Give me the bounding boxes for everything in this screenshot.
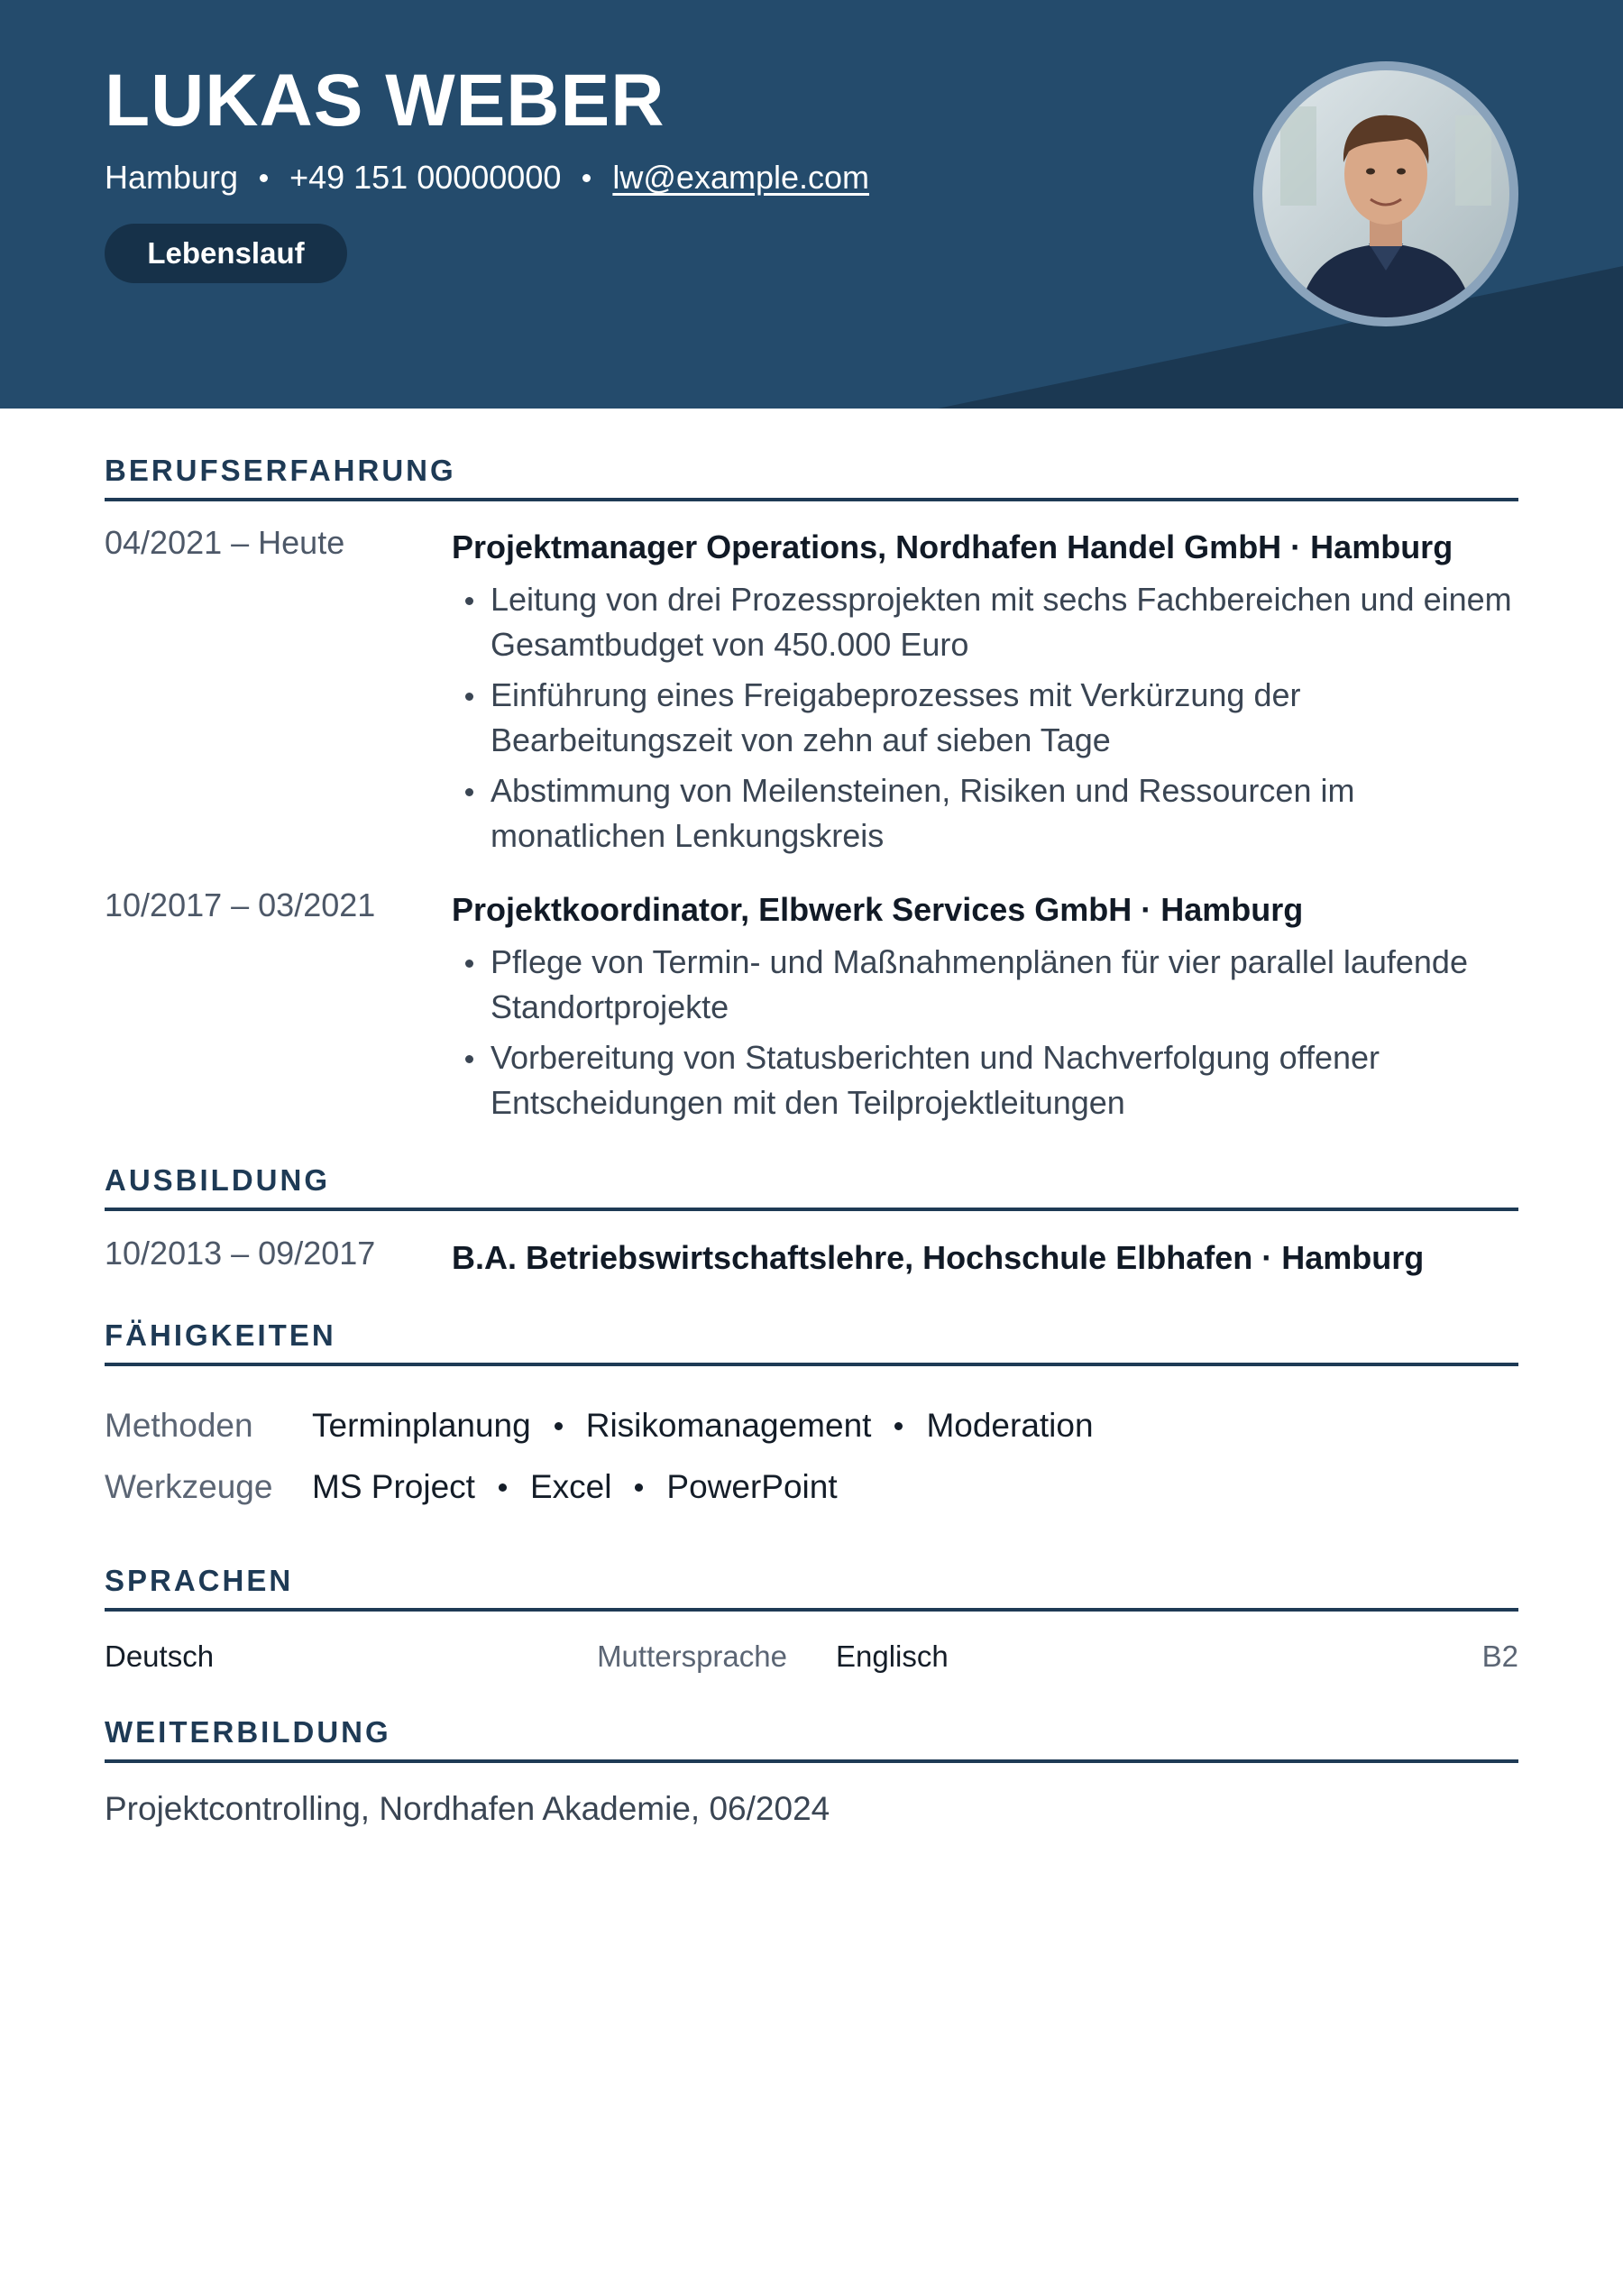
section-divider	[105, 1363, 1518, 1366]
section-divider	[105, 1608, 1518, 1612]
language-level: B2	[1481, 1639, 1518, 1673]
job-date: 10/2017 – 03/2021	[105, 886, 376, 923]
education-degree: B.A. Betriebswirtschaftslehre, Hochschule Elbhafen · Hamburg	[452, 1239, 1425, 1276]
job-title: Projektkoordinator, Elbwerk Services GmbH · Hamburg	[452, 891, 1304, 928]
document-type-badge: Lebenslauf	[105, 224, 347, 283]
skill-item: Risikomanagement	[585, 1407, 872, 1444]
job-bullet: Pflege von Termin- und Maßnahmenplänen für vier parallel laufende Standortprojekte	[465, 940, 1525, 1030]
skill-item: Moderation	[926, 1407, 1094, 1444]
contact-email-link[interactable]: lw@example.com	[612, 159, 869, 196]
profile-photo	[1253, 61, 1518, 326]
language-name: Deutsch	[105, 1639, 215, 1673]
job-bullet-list	[465, 577, 1525, 864]
candidate-name: LUKAS WEBER	[105, 60, 665, 142]
section-title-training: WEITERBILDUNG	[105, 1715, 391, 1749]
skill-item: PowerPoint	[666, 1468, 838, 1505]
language-name: Englisch	[836, 1639, 949, 1673]
skill-item: Terminplanung	[312, 1407, 531, 1444]
bullet-separator-icon	[499, 1483, 507, 1492]
section-title-education: AUSBILDUNG	[105, 1163, 330, 1197]
section-title-languages: SPRACHEN	[105, 1564, 294, 1597]
bullet-separator-icon	[894, 1422, 903, 1430]
skills-tools-label: Werkzeuge	[105, 1468, 273, 1505]
skill-item: Excel	[529, 1468, 612, 1505]
bullet-separator-icon	[582, 174, 591, 182]
education-date: 10/2013 – 09/2017	[105, 1235, 376, 1272]
job-bullet-list	[465, 940, 1525, 1131]
section-divider	[105, 1208, 1518, 1211]
job-bullet: Abstimmung von Meilensteinen, Risiken und Ressourcen im monatlichen Lenkungskreis	[465, 768, 1525, 859]
skills-methods-label: Methoden	[105, 1407, 253, 1444]
contact-line	[105, 155, 869, 200]
job-title: Projektmanager Operations, Nordhafen Handel GmbH · Hamburg	[452, 528, 1453, 565]
bullet-separator-icon	[555, 1422, 563, 1430]
bullet-separator-icon	[635, 1483, 643, 1492]
training-item: Projektcontrolling, Nordhafen Akademie, 06/2024	[105, 1790, 830, 1827]
section-title-skills: FÄHIGKEITEN	[105, 1318, 336, 1352]
contact-phone[interactable]: +49 151 00000000	[289, 159, 562, 196]
job-date: 04/2021 – Heute	[105, 524, 345, 561]
section-divider	[105, 498, 1518, 501]
portrait-photo-icon	[1262, 70, 1509, 317]
section-title-experience: BERUFSERFAHRUNG	[105, 454, 456, 487]
contact-city: Hamburg	[105, 159, 239, 196]
job-bullet: Leitung von drei Prozessprojekten mit sechs Fachbereichen und einem Gesamtbudget von 450.000 Euro	[465, 577, 1525, 667]
language-level: Muttersprache	[597, 1639, 787, 1673]
job-bullet: Vorbereitung von Statusberichten und Nachverfolgung offener Entscheidungen mit den Teilprojektleitungen	[465, 1035, 1525, 1125]
skill-item: MS Project	[312, 1468, 475, 1505]
skills-methods-list	[312, 1407, 1094, 1445]
bullet-separator-icon	[260, 174, 268, 182]
job-bullet: Einführung eines Freigabeprozesses mit Verkürzung der Bearbeitungszeit von zehn auf sieben Tage	[465, 673, 1525, 763]
section-divider	[105, 1759, 1518, 1763]
skills-tools-list	[312, 1468, 838, 1506]
resume-header	[0, 0, 1623, 409]
